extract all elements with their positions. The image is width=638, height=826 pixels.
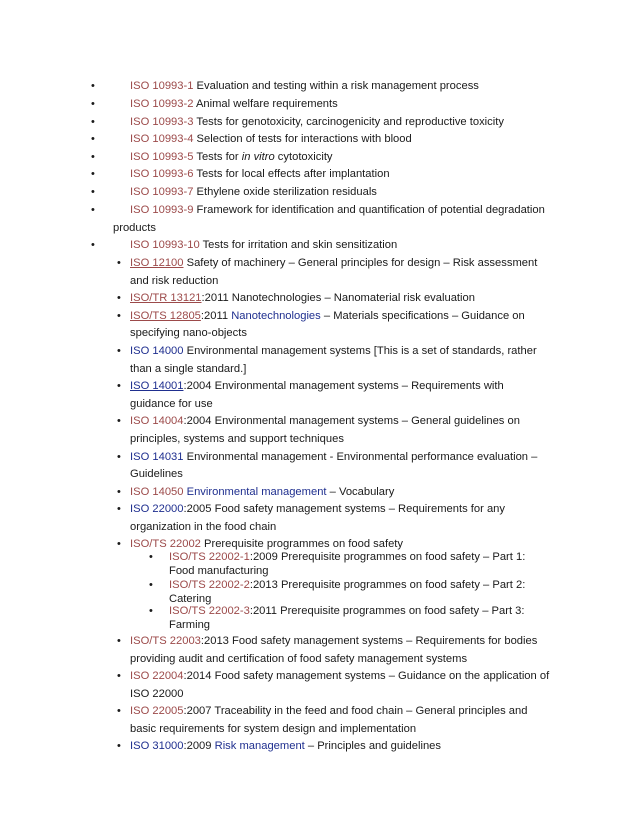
bullet: • [149, 551, 153, 563]
item-text: Environmental management - Environmental performance evaluation – [183, 451, 538, 463]
iso-link[interactable]: ISO 22000 [130, 503, 184, 515]
iso-link[interactable]: ISO/TS 22003 [130, 635, 201, 647]
list-item [130, 669, 549, 683]
list-item [130, 414, 520, 428]
item-text: :2005 Food safety management systems – Requirements for any [183, 503, 505, 515]
item-text-wrap: Farming [169, 619, 211, 631]
iso-link[interactable]: ISO 10993-9 [130, 204, 194, 216]
item-text-wrap: and risk reduction [130, 275, 219, 287]
iso-link[interactable]: ISO/TS 22002 [130, 538, 201, 550]
wiki-link[interactable]: Risk management [214, 740, 305, 752]
iso-link[interactable]: ISO 10993-1 [130, 80, 194, 92]
item-text-wrap: organization in the food chain [130, 521, 277, 533]
bullet: • [117, 415, 121, 427]
item-text-wrap: guidance for use [130, 398, 213, 410]
item-text: Selection of tests for interactions with blood [193, 133, 412, 145]
item-text-wrap: than a single standard.] [130, 363, 247, 375]
iso-link[interactable]: ISO 31000 [130, 740, 184, 752]
iso-link[interactable]: ISO 10993-2 [130, 98, 194, 110]
list-item [130, 115, 504, 129]
bullet: • [117, 257, 121, 269]
list-item [130, 502, 505, 516]
item-text-wrap: ISO 22000 [130, 688, 184, 700]
item-text: :2011 Nanotechnologies – Nanomaterial risk evaluation [201, 292, 475, 304]
iso-link[interactable]: ISO 12100 [130, 257, 184, 269]
iso-link[interactable]: ISO 14050 [130, 486, 184, 498]
item-text-italic: in vitro [241, 151, 275, 163]
list-item [130, 485, 394, 499]
item-text-wrap: Guidelines [130, 468, 183, 480]
bullet: • [91, 151, 95, 163]
item-text: Framework for identification and quantification of potential degradation [193, 204, 545, 216]
list-item [130, 537, 403, 551]
list-item [130, 379, 504, 393]
item-text: – Principles and guidelines [304, 740, 441, 752]
list-item [130, 344, 537, 358]
wiki-link[interactable]: Environmental management [186, 486, 327, 498]
bullet: • [91, 186, 95, 198]
item-text: :2013 Prerequisite programmes on food safety – Part 2: [249, 579, 526, 591]
iso-link[interactable]: ISO/TS 22002-3 [169, 605, 250, 617]
sub-list-item [169, 550, 525, 564]
iso-link[interactable]: ISO 10993-4 [130, 133, 194, 145]
bullet: • [91, 133, 95, 145]
iso-link[interactable]: ISO/TS 12805 [130, 310, 201, 322]
bullet: • [117, 310, 121, 322]
iso-link[interactable]: ISO/TS 22002-1 [169, 551, 250, 563]
iso-link[interactable]: ISO 10993-3 [130, 116, 194, 128]
bullet: • [117, 503, 121, 515]
item-text: :2009 Prerequisite programmes on food safety – Part 1: [249, 551, 526, 563]
bullet: • [117, 705, 121, 717]
item-text: Animal welfare requirements [193, 98, 338, 110]
iso-link[interactable]: ISO/TR 13121 [130, 292, 202, 304]
list-item [130, 167, 390, 181]
bullet: • [149, 579, 153, 591]
wiki-link[interactable]: Nanotechnologies [231, 310, 321, 322]
bullet: • [91, 204, 95, 216]
bullet: • [117, 670, 121, 682]
bullet: • [117, 740, 121, 752]
sub-list-item [169, 578, 525, 592]
bullet: • [117, 380, 121, 392]
item-text-wrap: providing audit and certification of food safety management systems [130, 653, 468, 665]
item-text: Tests for [193, 151, 242, 163]
item-text: – Materials specifications – Guidance on [320, 310, 525, 322]
iso-link[interactable]: ISO 22005 [130, 705, 184, 717]
iso-link[interactable]: ISO 14004 [130, 415, 184, 427]
bullet: • [91, 80, 95, 92]
bullet: • [149, 605, 153, 617]
list-item [130, 291, 475, 305]
item-text: :2011 [200, 310, 232, 322]
item-text: :2004 Environmental management systems – Requirements with [183, 380, 504, 392]
iso-link[interactable]: ISO 14031 [130, 451, 184, 463]
item-text-wrap: Catering [169, 593, 212, 605]
item-text: Tests for local effects after implantation [193, 168, 390, 180]
bullet: • [91, 239, 95, 251]
item-text: Tests for irritation and skin sensitization [199, 239, 398, 251]
list-item [130, 132, 412, 146]
item-text: Safety of machinery – General principles for design – Risk assessment [183, 257, 538, 269]
item-text: cytotoxicity [274, 151, 333, 163]
bullet: • [117, 451, 121, 463]
list-item [130, 704, 527, 718]
list-item [130, 739, 441, 753]
item-text-wrap: specifying nano-objects [130, 327, 247, 339]
item-text-wrap: Food manufacturing [169, 565, 269, 577]
list-item [130, 309, 525, 323]
item-text: :2004 Environmental management systems – General guidelines on [183, 415, 520, 427]
sub-list-item [169, 604, 525, 618]
item-text: :2011 Prerequisite programmes on food safety – Part 3: [249, 605, 525, 617]
item-text: :2009 [183, 740, 215, 752]
iso-link[interactable]: ISO 22004 [130, 670, 184, 682]
list-item [130, 79, 479, 93]
list-item [130, 185, 377, 199]
bullet: • [117, 345, 121, 357]
item-text: :2013 Food safety management systems – Requirements for bodies [200, 635, 538, 647]
item-text-wrap: principles, systems and support techniques [130, 433, 344, 445]
list-item [130, 97, 338, 111]
item-text-wrap: basic requirements for system design and implementation [130, 723, 417, 735]
item-text: Ethylene oxide sterilization residuals [193, 186, 377, 198]
bullet: • [91, 116, 95, 128]
bullet: • [117, 538, 121, 550]
bullet: • [117, 486, 121, 498]
bullet: • [91, 98, 95, 110]
item-text: Prerequisite programmes on food safety [200, 538, 404, 550]
iso-link[interactable]: ISO 10993-10 [130, 239, 200, 251]
item-text: :2014 Food safety management systems – Guidance on the application of [183, 670, 550, 682]
bullet: • [117, 635, 121, 647]
iso-link[interactable]: ISO 10993-6 [130, 168, 194, 180]
item-text: Environmental management systems [This is a set of standards, rather [183, 345, 537, 357]
list-item [130, 634, 537, 648]
item-text: Evaluation and testing within a risk management process [193, 80, 479, 92]
iso-link[interactable]: ISO 14000 [130, 345, 184, 357]
list-item [130, 238, 397, 252]
bullet: • [91, 168, 95, 180]
list-item [130, 450, 537, 464]
list-item [130, 203, 545, 217]
item-text: :2007 Traceability in the feed and food chain – General principles and [183, 705, 528, 717]
iso-link[interactable]: ISO 10993-7 [130, 186, 194, 198]
bullet: • [117, 292, 121, 304]
iso-link[interactable]: ISO/TS 22002-2 [169, 579, 250, 591]
list-item [130, 150, 333, 164]
iso-link[interactable]: ISO 14001 [130, 380, 184, 392]
item-text-wrap: products [113, 222, 156, 234]
iso-link[interactable]: ISO 10993-5 [130, 151, 194, 163]
list-item [130, 256, 537, 270]
item-text: Tests for genotoxicity, carcinogenicity and reproductive toxicity [193, 116, 504, 128]
item-text: – Vocabulary [326, 486, 395, 498]
